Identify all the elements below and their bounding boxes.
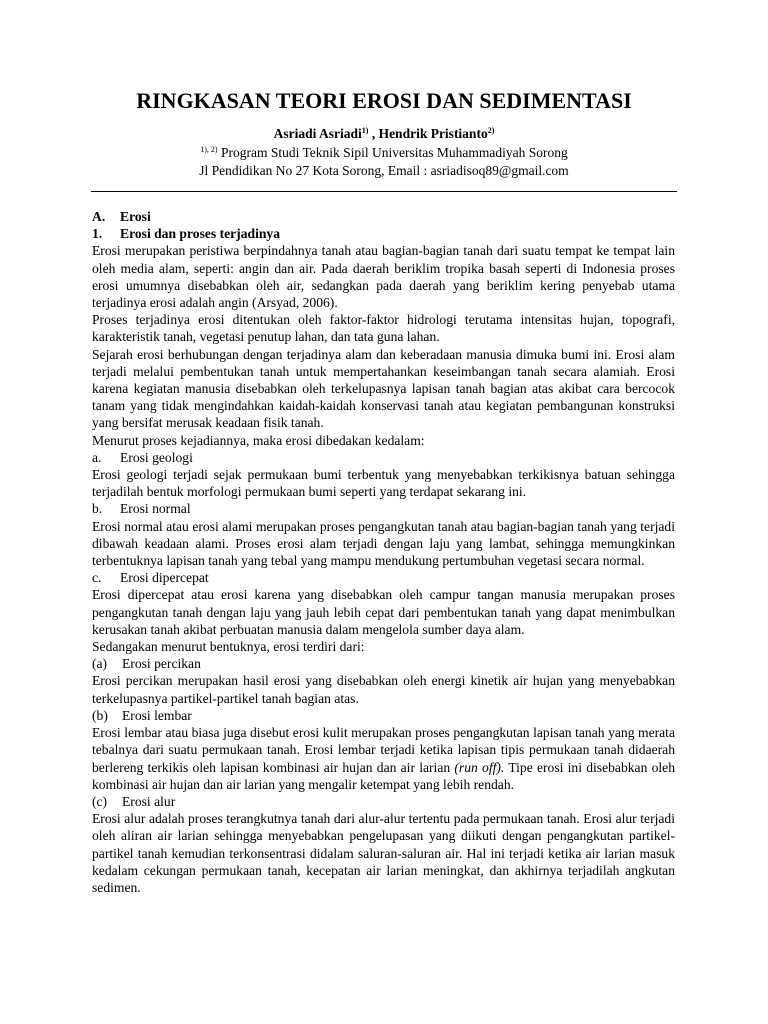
header-divider [91,191,677,192]
form-item-a-text: Erosi percikan merupakan hasil erosi yang disebabkan oleh energi kinetik air hujan yang menyebabkan terkelupasnya partikel-partikel tanah bagian atas. [92,673,675,706]
author-1-name: Asriadi Asriadi [273,126,362,141]
form-item-b-run-off-term: (run off). [454,759,505,775]
list-item-c-text: Erosi dipercepat atau erosi karena yang disebabkan oleh campur tangan manusia merupakan proses pengangkutan tanah dengan laju yang jauh lebih cepat dari pembentukan tanah yang dapat menimbulkan kerusakan tanah akibat perbuatan manusia dalam mengelola sumber daya alam. [92,587,675,637]
affiliation-address: Jl Pendidikan No 27 Kota Sorong, Email : asriadisoq89@gmail.com [199,163,569,178]
list-item-b-text: Erosi normal atau erosi alami merupakan proses pengangkutan tanah atau bagian-bagian tanah yang terjadi dibawah keadaan alami. Proses erosi alam terjadi dengan laju yang lambat, sehingga memungkinkan terbentuknya lapisan tanah yang tebal yang mampu mendukung pertumbuhan vegetasi secara normal. [92,518,675,569]
form-item-a-heading [92,655,675,672]
list-item-c-title: Erosi dipercepat [120,570,209,586]
subsection-1-label: 1. [92,226,103,242]
affiliation-institution-text: Program Studi Teknik Sipil Universitas Muhammadiyah Sorong [220,145,568,160]
author-separator: , [368,126,379,141]
form-item-b-text [92,724,675,793]
paper-title: RINGKASAN TEORI EROSI DAN SEDIMENTASI [136,88,632,113]
form-item-a-label: (a) [92,656,108,672]
list-item-a-text: Erosi geologi terjadi sejak permukaan bumi terbentuk yang menyebabkan terkikisnya batuan sehingga terjadilah bentuk morfologi permukaan bumi seperti yang terdapat sekarang ini. [92,467,675,500]
form-item-b-heading [92,707,675,724]
subsection-1-title: Erosi dan proses terjadinya [120,226,280,242]
list-item-c-heading [92,569,675,586]
form-item-c-title: Erosi alur [122,793,176,809]
author-1-superscript: 1) [361,126,369,135]
form-item-c-text: Erosi alur adalah proses terangkutnya tanah dari alur-alur tertentu pada permukaan tanah. Erosi alur terjadi oleh aliran air larian sehingga menyebabkan pengelupasan yang diikuti dengan pengangkutan partikel-partikel tanah kemudian terkonsentrasi didalam saluran-saluran air. Hal ini terjadi ketika air larian masuk kedalam cekungan permukaan tanah, kecepatan air larian meningkat, dan akhirnya terjadilah angkutan sedimen. [92,811,675,895]
section-a-label: A. [92,209,106,224]
list-item-a-title: Erosi geologi [120,449,193,465]
document-body [92,208,675,896]
list-item-a-label: a. [92,449,102,465]
form-item-a-title: Erosi percikan [122,656,201,672]
affiliation-institution [0,144,768,161]
form-item-b-title: Erosi lembar [122,707,192,723]
list-item-b-label: b. [92,501,103,517]
paragraph-3: Sejarah erosi berhubungan dengan terjadinya alam dan keberadaan manusia dimuka bumi ini. Erosi alam terjadi melalui pembentukan tanah untuk mempertahankan keseimbangan tanah secara alamiah. Erosi karena kegiatan manusia disebabkan oleh terkelupasnya lapisan tanah bagian atas akibat cara bercocok tanam yang tidak mengindahkan kaidah-kaidah konservasi tanah atau kegiatan pembangunan konstruksi yang bersifat merusak keadaan fisik tanah. [92,346,675,431]
form-item-b-text-part1: Erosi lembar atau biasa juga disebut erosi kulit merupakan proses pengangkutan lapisan tanah yang merata tebalnya dari suatu permukaan tanah. Erosi lembar terjadi ketika lapisan tipis permukaan tanah didaerah berlereng terkikis oleh lapisan kombinasi air hujan dan air larian [92,725,675,775]
form-item-b-label: (b) [92,707,108,723]
form-item-b-text-part2: Tipe erosi ini disebabkan oleh kombinasi air hujan dan air larian yang mengalir ketempat yang lebih rendah. [92,759,675,792]
section-heading-a [92,208,675,225]
list-item-c-label: c. [92,570,102,586]
list-item-b-title: Erosi normal [120,501,191,517]
subsection-heading-1 [92,225,675,242]
form-item-c-heading [92,793,675,810]
paragraph-2: Proses terjadinya erosi ditentukan oleh faktor-faktor hidrologi terutama intensitas hujan, topografi, karakteristik tanah, vegetasi penutup lahan, dan tata guna lahan. [92,312,675,345]
author-2-name: Hendrik Pristianto [378,126,488,141]
paragraph-1: Erosi merupakan peristiwa berpindahnya tanah atau bagian-bagian tanah dari suatu tempat ke tempat lain oleh media alam, seperti: angin dan air. Pada daerah beriklim tropika basah seperti di Indonesia proses erosi umumnya disebabkan oleh air, sedangkan pada daerah yang beriklim kering penyebab utama terjadinya erosi adalah angin (Arsyad, 2006). [92,243,675,311]
form-item-c-label: (c) [92,793,108,809]
affiliation-superscript: 1), 2) [200,145,218,154]
paragraph-5: Sedangakan menurut bentuknya, erosi terdiri dari: [92,639,365,655]
section-a-title: Erosi [120,209,151,224]
list-item-b-heading [92,500,675,517]
paragraph-4: Menurut proses kejadiannya, maka erosi dibedakan kedalam: [92,432,425,448]
author-line [0,126,768,142]
author-2-superscript: 2) [487,126,495,135]
list-item-a-heading [92,449,675,466]
